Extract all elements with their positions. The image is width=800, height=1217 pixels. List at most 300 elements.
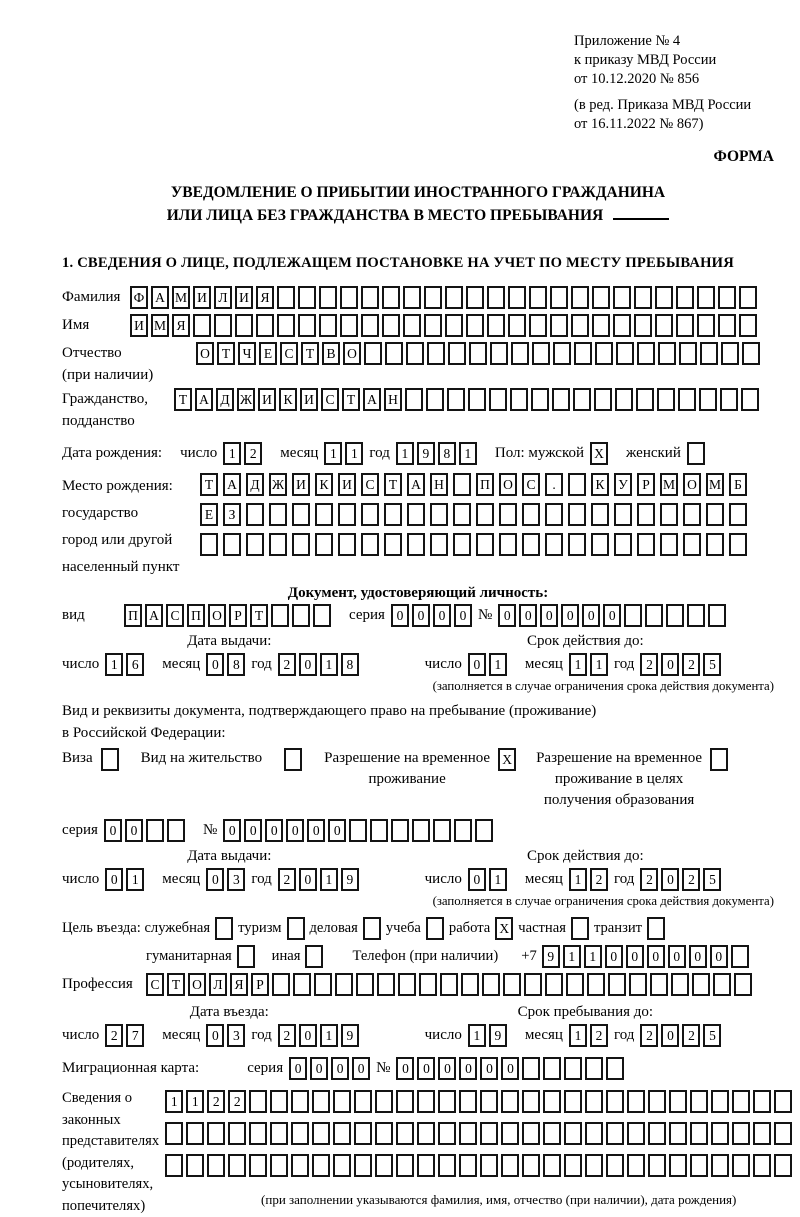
- name-cell[interactable]: [361, 314, 379, 337]
- profession-cell[interactable]: [503, 973, 521, 996]
- repr_1-cell[interactable]: 1: [165, 1090, 183, 1113]
- doc_issue_day-cell[interactable]: 6: [126, 653, 144, 676]
- birthplace_1-cell[interactable]: А: [407, 473, 425, 496]
- birthplace_1-cell[interactable]: О: [683, 473, 701, 496]
- phone_number-cell[interactable]: 9: [542, 945, 560, 968]
- birthplace_1-cell[interactable]: Н: [430, 473, 448, 496]
- birthplace_3-cell[interactable]: [384, 533, 402, 556]
- surname-cell[interactable]: М: [172, 286, 190, 309]
- birthplace_3-cell[interactable]: [660, 533, 678, 556]
- repr_1-cell[interactable]: [354, 1090, 372, 1113]
- profession-cell[interactable]: [524, 973, 542, 996]
- repr_2-cell[interactable]: [438, 1122, 456, 1145]
- citizenship-cell[interactable]: Ж: [237, 388, 255, 411]
- birthplace_1-cell[interactable]: Б: [729, 473, 747, 496]
- repr_1-cell[interactable]: [291, 1090, 309, 1113]
- permit_number-cell[interactable]: [475, 819, 493, 842]
- doc_valid_year-cell[interactable]: 2: [640, 653, 658, 676]
- profession-cell[interactable]: [314, 973, 332, 996]
- name-cell[interactable]: [487, 314, 505, 337]
- birthplace_3-cell[interactable]: [568, 533, 586, 556]
- name-cell[interactable]: [613, 314, 631, 337]
- birth_year-cell[interactable]: 8: [438, 442, 456, 465]
- birthplace_3-cell[interactable]: [706, 533, 724, 556]
- repr_2-cell[interactable]: [249, 1122, 267, 1145]
- permit_number-cell[interactable]: [412, 819, 430, 842]
- doc_valid_day-cell[interactable]: 1: [489, 653, 507, 676]
- purpose_transit_cb-cell[interactable]: [647, 917, 665, 940]
- name-cell[interactable]: [340, 314, 358, 337]
- permit_number-cell[interactable]: [370, 819, 388, 842]
- permit_series-cell[interactable]: 0: [125, 819, 143, 842]
- repr_1-cell[interactable]: 1: [186, 1090, 204, 1113]
- patronymic-cell[interactable]: [616, 342, 634, 365]
- migration_number-cell[interactable]: [585, 1057, 603, 1080]
- repr_1-cell[interactable]: [753, 1090, 771, 1113]
- birthplace_3-cell[interactable]: [476, 533, 494, 556]
- sex_female-cell[interactable]: [687, 442, 705, 465]
- birthplace_3-cell[interactable]: [361, 533, 379, 556]
- birthplace_3-cell[interactable]: [499, 533, 517, 556]
- name-cell[interactable]: [676, 314, 694, 337]
- citizenship-cell[interactable]: Т: [342, 388, 360, 411]
- permit_valid_year-cell[interactable]: 5: [703, 868, 721, 891]
- repr_2-cell[interactable]: [753, 1122, 771, 1145]
- name-cell[interactable]: [634, 314, 652, 337]
- birthplace_1-cell[interactable]: К: [591, 473, 609, 496]
- profession-cell[interactable]: [335, 973, 353, 996]
- name-cell[interactable]: [256, 314, 274, 337]
- doc_issue_year-cell[interactable]: 0: [299, 653, 317, 676]
- repr_1-cell[interactable]: 2: [228, 1090, 246, 1113]
- name-cell[interactable]: [403, 314, 421, 337]
- patronymic-cell[interactable]: [364, 342, 382, 365]
- repr_3-cell[interactable]: [207, 1154, 225, 1177]
- repr_3-cell[interactable]: [354, 1154, 372, 1177]
- migration_number-cell[interactable]: [522, 1057, 540, 1080]
- repr_3-cell[interactable]: [543, 1154, 561, 1177]
- permit_series-cell[interactable]: [167, 819, 185, 842]
- citizenship-cell[interactable]: Н: [384, 388, 402, 411]
- permit_valid_month-cell[interactable]: 2: [590, 868, 608, 891]
- entry_year-cell[interactable]: 2: [278, 1024, 296, 1047]
- citizenship-cell[interactable]: [657, 388, 675, 411]
- stay_month-cell[interactable]: 1: [569, 1024, 587, 1047]
- doc_issue_month-cell[interactable]: 0: [206, 653, 224, 676]
- migration_number-cell[interactable]: 0: [438, 1057, 456, 1080]
- birthplace_1-cell[interactable]: С: [522, 473, 540, 496]
- profession-cell[interactable]: С: [146, 973, 164, 996]
- patronymic-cell[interactable]: [553, 342, 571, 365]
- doc_number-cell[interactable]: 0: [519, 604, 537, 627]
- birthplace_2-cell[interactable]: З: [223, 503, 241, 526]
- stay_year-cell[interactable]: 2: [640, 1024, 658, 1047]
- patronymic-cell[interactable]: [658, 342, 676, 365]
- doc_number-cell[interactable]: [624, 604, 642, 627]
- doc_number-cell[interactable]: [666, 604, 684, 627]
- name-cell[interactable]: [193, 314, 211, 337]
- birthplace_2-cell[interactable]: [637, 503, 655, 526]
- citizenship-cell[interactable]: [636, 388, 654, 411]
- birthplace_2-cell[interactable]: [476, 503, 494, 526]
- repr_3-cell[interactable]: [228, 1154, 246, 1177]
- birthplace_1-cell[interactable]: Д: [246, 473, 264, 496]
- phone_number-cell[interactable]: [731, 945, 749, 968]
- permit_valid_year-cell[interactable]: 0: [661, 868, 679, 891]
- repr_2-cell[interactable]: [543, 1122, 561, 1145]
- birth_day-cell[interactable]: 2: [244, 442, 262, 465]
- name-cell[interactable]: [466, 314, 484, 337]
- birthplace_2-cell[interactable]: [706, 503, 724, 526]
- repr_3-cell[interactable]: [249, 1154, 267, 1177]
- patronymic-cell[interactable]: [427, 342, 445, 365]
- permit_issue_year-cell[interactable]: 0: [299, 868, 317, 891]
- stay_year-cell[interactable]: 0: [661, 1024, 679, 1047]
- birthplace_1-cell[interactable]: [568, 473, 586, 496]
- permit_number-cell[interactable]: 0: [265, 819, 283, 842]
- visa_cb-cell[interactable]: [101, 748, 119, 771]
- repr_3-cell[interactable]: [291, 1154, 309, 1177]
- doc_valid_month-cell[interactable]: 1: [590, 653, 608, 676]
- stay_month-cell[interactable]: 2: [590, 1024, 608, 1047]
- citizenship-cell[interactable]: [594, 388, 612, 411]
- doc_kind-cell[interactable]: А: [145, 604, 163, 627]
- migration_number-cell[interactable]: 0: [417, 1057, 435, 1080]
- surname-cell[interactable]: [550, 286, 568, 309]
- name-cell[interactable]: [319, 314, 337, 337]
- profession-cell[interactable]: [377, 973, 395, 996]
- birthplace_2-cell[interactable]: [246, 503, 264, 526]
- purpose_study_cb-cell[interactable]: [426, 917, 444, 940]
- repr_2-cell[interactable]: [417, 1122, 435, 1145]
- birthplace_2-cell[interactable]: [315, 503, 333, 526]
- name-cell[interactable]: [214, 314, 232, 337]
- birthplace_1-cell[interactable]: К: [315, 473, 333, 496]
- surname-cell[interactable]: [508, 286, 526, 309]
- surname-cell[interactable]: [613, 286, 631, 309]
- migration_number-cell[interactable]: 0: [396, 1057, 414, 1080]
- phone_number-cell[interactable]: 1: [563, 945, 581, 968]
- repr_1-cell[interactable]: [648, 1090, 666, 1113]
- birth_year-cell[interactable]: 9: [417, 442, 435, 465]
- doc_kind-cell[interactable]: [292, 604, 310, 627]
- patronymic-cell[interactable]: [574, 342, 592, 365]
- doc_series-cell[interactable]: 0: [391, 604, 409, 627]
- birthplace_2-cell[interactable]: [453, 503, 471, 526]
- birthplace_3-cell[interactable]: [246, 533, 264, 556]
- repr_1-cell[interactable]: [606, 1090, 624, 1113]
- birthplace_1-cell[interactable]: Р: [637, 473, 655, 496]
- doc_issue_year-cell[interactable]: 1: [320, 653, 338, 676]
- doc_kind-cell[interactable]: [313, 604, 331, 627]
- citizenship-cell[interactable]: Д: [216, 388, 234, 411]
- birthplace_2-cell[interactable]: [545, 503, 563, 526]
- doc_valid_month-cell[interactable]: 1: [569, 653, 587, 676]
- profession-cell[interactable]: [608, 973, 626, 996]
- repr_3-cell[interactable]: [165, 1154, 183, 1177]
- name-cell[interactable]: [718, 314, 736, 337]
- name-cell[interactable]: [235, 314, 253, 337]
- repr_1-cell[interactable]: [459, 1090, 477, 1113]
- migration_series-cell[interactable]: 0: [331, 1057, 349, 1080]
- name-cell[interactable]: Я: [172, 314, 190, 337]
- repr_1-cell[interactable]: [669, 1090, 687, 1113]
- repr_1-cell[interactable]: [270, 1090, 288, 1113]
- entry_year-cell[interactable]: 0: [299, 1024, 317, 1047]
- doc_number-cell[interactable]: 0: [498, 604, 516, 627]
- surname-cell[interactable]: [529, 286, 547, 309]
- birth_year-cell[interactable]: 1: [459, 442, 477, 465]
- repr_2-cell[interactable]: [165, 1122, 183, 1145]
- migration_series-cell[interactable]: 0: [352, 1057, 370, 1080]
- citizenship-cell[interactable]: [531, 388, 549, 411]
- citizenship-cell[interactable]: [426, 388, 444, 411]
- birthplace_2-cell[interactable]: [522, 503, 540, 526]
- birthplace_3-cell[interactable]: [591, 533, 609, 556]
- name-cell[interactable]: [739, 314, 757, 337]
- surname-cell[interactable]: А: [151, 286, 169, 309]
- surname-cell[interactable]: [487, 286, 505, 309]
- birthplace_1-cell[interactable]: [453, 473, 471, 496]
- phone_number-cell[interactable]: 0: [605, 945, 623, 968]
- repr_3-cell[interactable]: [333, 1154, 351, 1177]
- profession-cell[interactable]: [356, 973, 374, 996]
- birthplace_2-cell[interactable]: [614, 503, 632, 526]
- name-cell[interactable]: [592, 314, 610, 337]
- doc_number-cell[interactable]: 0: [603, 604, 621, 627]
- repr_2-cell[interactable]: [690, 1122, 708, 1145]
- name-cell[interactable]: [571, 314, 589, 337]
- doc_issue_year-cell[interactable]: 8: [341, 653, 359, 676]
- name-cell[interactable]: [508, 314, 526, 337]
- doc_issue_month-cell[interactable]: 8: [227, 653, 245, 676]
- repr_2-cell[interactable]: [669, 1122, 687, 1145]
- repr_2-cell[interactable]: [606, 1122, 624, 1145]
- purpose_official_cb-cell[interactable]: [215, 917, 233, 940]
- surname-cell[interactable]: И: [193, 286, 211, 309]
- profession-cell[interactable]: [587, 973, 605, 996]
- doc_valid_day-cell[interactable]: 0: [468, 653, 486, 676]
- repr_3-cell[interactable]: [417, 1154, 435, 1177]
- birthplace_1-cell[interactable]: Т: [384, 473, 402, 496]
- repr_1-cell[interactable]: [543, 1090, 561, 1113]
- name-cell[interactable]: М: [151, 314, 169, 337]
- surname-cell[interactable]: И: [235, 286, 253, 309]
- doc_valid_year-cell[interactable]: 2: [682, 653, 700, 676]
- patronymic-cell[interactable]: С: [280, 342, 298, 365]
- citizenship-cell[interactable]: [678, 388, 696, 411]
- name-cell[interactable]: [298, 314, 316, 337]
- birthplace_1-cell[interactable]: М: [706, 473, 724, 496]
- surname-cell[interactable]: Я: [256, 286, 274, 309]
- entry_year-cell[interactable]: 1: [320, 1024, 338, 1047]
- permit_number-cell[interactable]: [349, 819, 367, 842]
- repr_3-cell[interactable]: [480, 1154, 498, 1177]
- citizenship-cell[interactable]: [405, 388, 423, 411]
- profession-cell[interactable]: [440, 973, 458, 996]
- citizenship-cell[interactable]: [615, 388, 633, 411]
- repr_1-cell[interactable]: [522, 1090, 540, 1113]
- patronymic-cell[interactable]: Т: [301, 342, 319, 365]
- purpose_other_cb-cell[interactable]: [305, 945, 323, 968]
- surname-cell[interactable]: [697, 286, 715, 309]
- repr_3-cell[interactable]: [186, 1154, 204, 1177]
- patronymic-cell[interactable]: [448, 342, 466, 365]
- patronymic-cell[interactable]: [469, 342, 487, 365]
- surname-cell[interactable]: [718, 286, 736, 309]
- permit_issue_year-cell[interactable]: 9: [341, 868, 359, 891]
- repr_1-cell[interactable]: [627, 1090, 645, 1113]
- patronymic-cell[interactable]: О: [196, 342, 214, 365]
- patronymic-cell[interactable]: Е: [259, 342, 277, 365]
- repr_3-cell[interactable]: [270, 1154, 288, 1177]
- entry_month-cell[interactable]: 0: [206, 1024, 224, 1047]
- citizenship-cell[interactable]: [720, 388, 738, 411]
- birthplace_3-cell[interactable]: [269, 533, 287, 556]
- birthplace_1-cell[interactable]: Ж: [269, 473, 287, 496]
- permit_number-cell[interactable]: 0: [223, 819, 241, 842]
- migration_number-cell[interactable]: 0: [459, 1057, 477, 1080]
- repr_2-cell[interactable]: [585, 1122, 603, 1145]
- repr_3-cell[interactable]: [438, 1154, 456, 1177]
- birthplace_2-cell[interactable]: [384, 503, 402, 526]
- patronymic-cell[interactable]: [490, 342, 508, 365]
- repr_2-cell[interactable]: [711, 1122, 729, 1145]
- birthplace_1-cell[interactable]: И: [292, 473, 310, 496]
- name-cell[interactable]: [277, 314, 295, 337]
- repr_1-cell[interactable]: [375, 1090, 393, 1113]
- surname-cell[interactable]: [634, 286, 652, 309]
- repr_1-cell[interactable]: [333, 1090, 351, 1113]
- profession-cell[interactable]: [566, 973, 584, 996]
- repr_3-cell[interactable]: [606, 1154, 624, 1177]
- migration_number-cell[interactable]: [543, 1057, 561, 1080]
- name-cell[interactable]: [655, 314, 673, 337]
- phone_number-cell[interactable]: 0: [710, 945, 728, 968]
- birthplace_3-cell[interactable]: [200, 533, 218, 556]
- birthplace_1-cell[interactable]: У: [614, 473, 632, 496]
- permit_issue_day-cell[interactable]: 0: [105, 868, 123, 891]
- doc_series-cell[interactable]: 0: [433, 604, 451, 627]
- entry_day-cell[interactable]: 7: [126, 1024, 144, 1047]
- surname-cell[interactable]: [445, 286, 463, 309]
- doc_number-cell[interactable]: 0: [561, 604, 579, 627]
- permit_issue_day-cell[interactable]: 1: [126, 868, 144, 891]
- birthplace_3-cell[interactable]: [522, 533, 540, 556]
- birthplace_3-cell[interactable]: [729, 533, 747, 556]
- migration_number-cell[interactable]: 0: [480, 1057, 498, 1080]
- birthplace_3-cell[interactable]: [545, 533, 563, 556]
- residence_cb-cell[interactable]: [284, 748, 302, 771]
- birthplace_1-cell[interactable]: .: [545, 473, 563, 496]
- doc_kind-cell[interactable]: Р: [229, 604, 247, 627]
- surname-cell[interactable]: [361, 286, 379, 309]
- birth_month-cell[interactable]: 1: [324, 442, 342, 465]
- birth_year-cell[interactable]: 1: [396, 442, 414, 465]
- birthplace_3-cell[interactable]: [292, 533, 310, 556]
- profession-cell[interactable]: [629, 973, 647, 996]
- permit_issue_month-cell[interactable]: 3: [227, 868, 245, 891]
- doc_kind-cell[interactable]: О: [208, 604, 226, 627]
- surname-cell[interactable]: [466, 286, 484, 309]
- phone_number-cell[interactable]: 0: [647, 945, 665, 968]
- repr_2-cell[interactable]: [396, 1122, 414, 1145]
- doc_kind-cell[interactable]: Т: [250, 604, 268, 627]
- repr_2-cell[interactable]: [186, 1122, 204, 1145]
- repr_2-cell[interactable]: [354, 1122, 372, 1145]
- profession-cell[interactable]: [692, 973, 710, 996]
- entry_year-cell[interactable]: 9: [341, 1024, 359, 1047]
- citizenship-cell[interactable]: А: [363, 388, 381, 411]
- repr_1-cell[interactable]: [774, 1090, 792, 1113]
- phone_number-cell[interactable]: 0: [626, 945, 644, 968]
- stay_day-cell[interactable]: 1: [468, 1024, 486, 1047]
- repr_1-cell[interactable]: [585, 1090, 603, 1113]
- surname-cell[interactable]: [592, 286, 610, 309]
- patronymic-cell[interactable]: [532, 342, 550, 365]
- surname-cell[interactable]: [571, 286, 589, 309]
- citizenship-cell[interactable]: И: [258, 388, 276, 411]
- birthplace_1-cell[interactable]: П: [476, 473, 494, 496]
- birthplace_3-cell[interactable]: [453, 533, 471, 556]
- repr_3-cell[interactable]: [501, 1154, 519, 1177]
- profession-cell[interactable]: [650, 973, 668, 996]
- repr_3-cell[interactable]: [648, 1154, 666, 1177]
- repr_2-cell[interactable]: [333, 1122, 351, 1145]
- name-cell[interactable]: [382, 314, 400, 337]
- birthplace_1-cell[interactable]: С: [361, 473, 379, 496]
- permit_valid_month-cell[interactable]: 1: [569, 868, 587, 891]
- birthplace_2-cell[interactable]: Е: [200, 503, 218, 526]
- patronymic-cell[interactable]: [511, 342, 529, 365]
- sex_male-cell[interactable]: X: [590, 442, 608, 465]
- birthplace_3-cell[interactable]: [683, 533, 701, 556]
- name-cell[interactable]: [529, 314, 547, 337]
- repr_1-cell[interactable]: 2: [207, 1090, 225, 1113]
- temp_residence_cb-cell[interactable]: X: [498, 748, 516, 771]
- birthplace_3-cell[interactable]: [614, 533, 632, 556]
- doc_series-cell[interactable]: 0: [412, 604, 430, 627]
- birthplace_2-cell[interactable]: [660, 503, 678, 526]
- doc_number-cell[interactable]: [645, 604, 663, 627]
- repr_2-cell[interactable]: [732, 1122, 750, 1145]
- phone_number-cell[interactable]: 1: [584, 945, 602, 968]
- patronymic-cell[interactable]: [742, 342, 760, 365]
- citizenship-cell[interactable]: Т: [174, 388, 192, 411]
- repr_3-cell[interactable]: [459, 1154, 477, 1177]
- permit_number-cell[interactable]: 0: [244, 819, 262, 842]
- citizenship-cell[interactable]: [510, 388, 528, 411]
- migration_series-cell[interactable]: 0: [289, 1057, 307, 1080]
- repr_1-cell[interactable]: [711, 1090, 729, 1113]
- citizenship-cell[interactable]: И: [300, 388, 318, 411]
- repr_1-cell[interactable]: [312, 1090, 330, 1113]
- doc_valid_year-cell[interactable]: 5: [703, 653, 721, 676]
- repr_1-cell[interactable]: [249, 1090, 267, 1113]
- citizenship-cell[interactable]: [741, 388, 759, 411]
- repr_2-cell[interactable]: [648, 1122, 666, 1145]
- profession-cell[interactable]: [398, 973, 416, 996]
- repr_2-cell[interactable]: [480, 1122, 498, 1145]
- surname-cell[interactable]: [655, 286, 673, 309]
- repr_1-cell[interactable]: [480, 1090, 498, 1113]
- purpose_work_cb-cell[interactable]: X: [495, 917, 513, 940]
- permit_valid_year-cell[interactable]: 2: [682, 868, 700, 891]
- profession-cell[interactable]: Я: [230, 973, 248, 996]
- repr_3-cell[interactable]: [564, 1154, 582, 1177]
- patronymic-cell[interactable]: О: [343, 342, 361, 365]
- birthplace_2-cell[interactable]: [568, 503, 586, 526]
